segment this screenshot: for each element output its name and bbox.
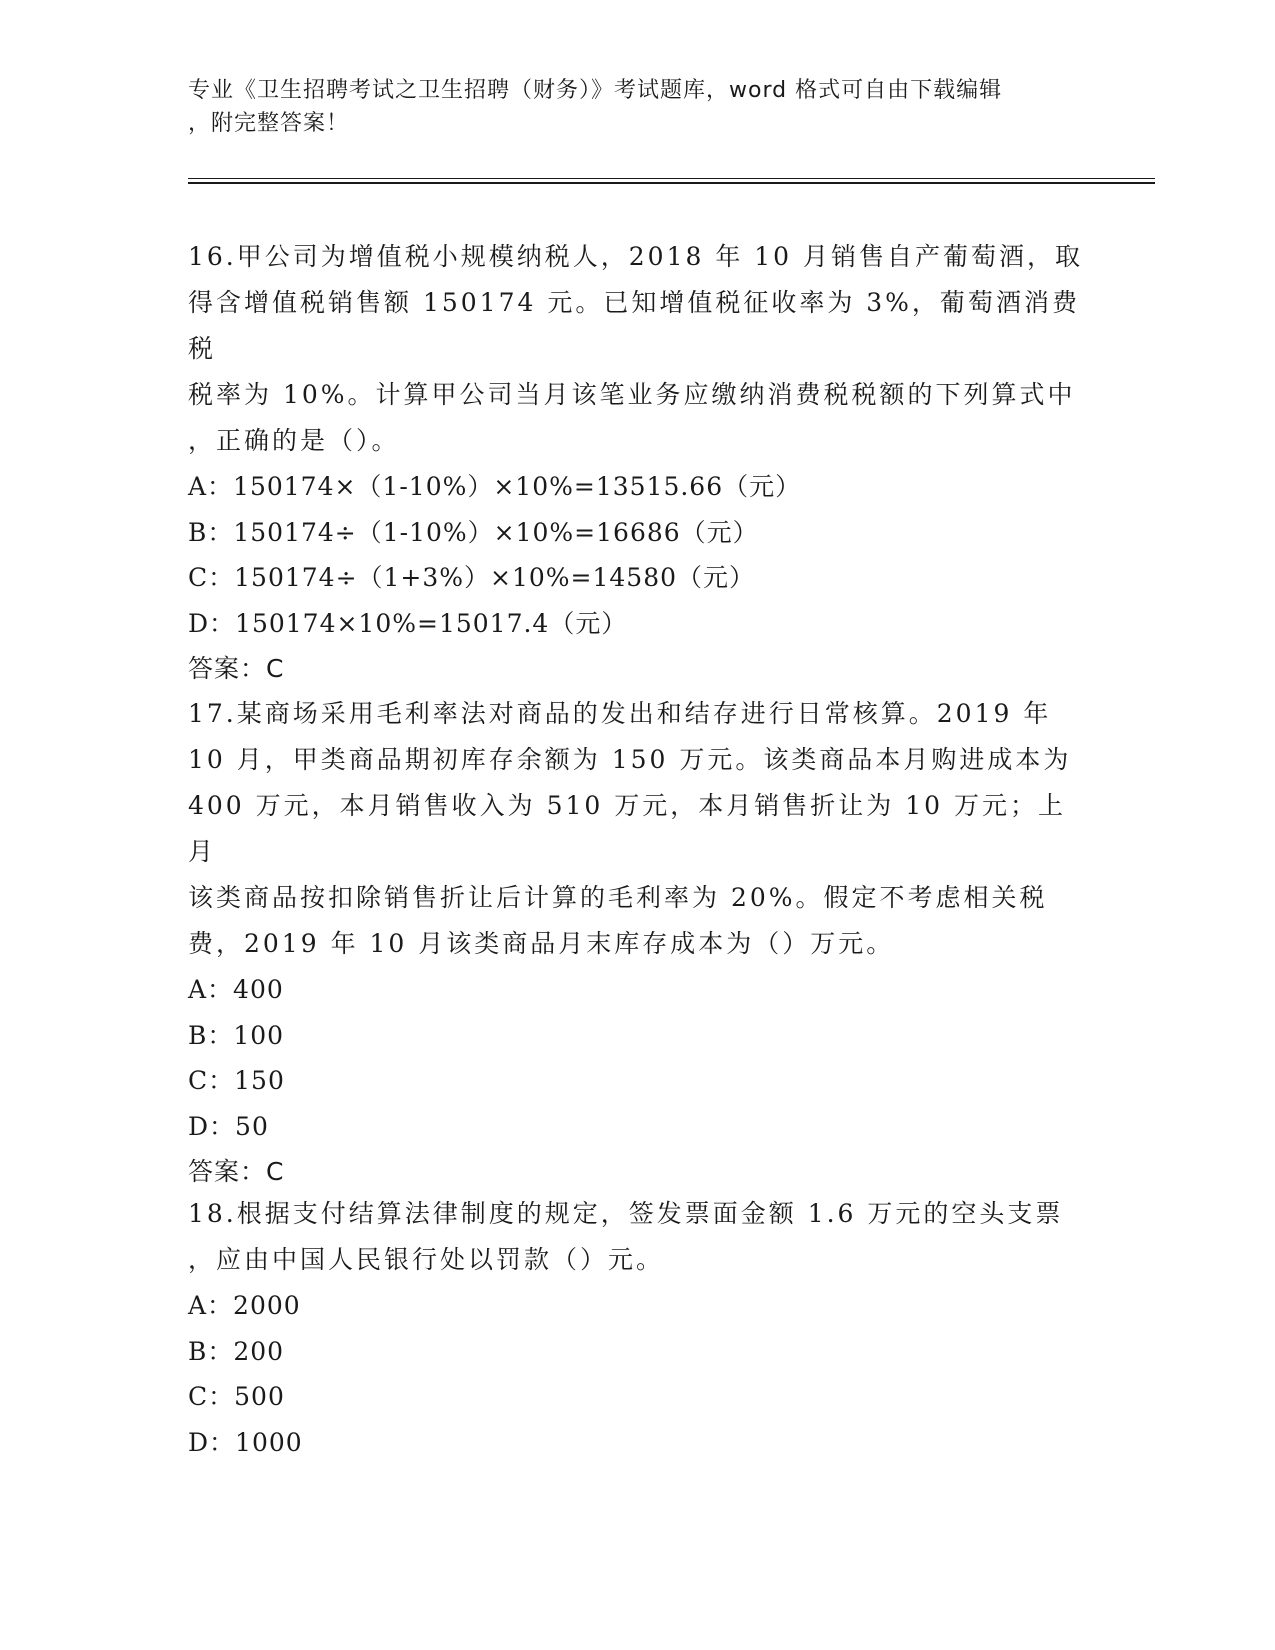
header-divider-thick	[188, 182, 1155, 184]
option-b: B：200	[188, 1336, 285, 1366]
header-divider-thin	[188, 178, 1155, 179]
question-17	[188, 691, 1088, 1195]
question-16	[188, 234, 1088, 692]
option-d: D：1000	[188, 1427, 303, 1457]
document-header	[188, 74, 1078, 140]
question-18	[188, 1191, 1088, 1465]
option-a: A：150174×（1-10%）×10%=13515.66（元）	[188, 472, 802, 501]
option-c: C：500	[188, 1382, 285, 1411]
question-stem-line: ，正确的是（）。	[188, 426, 400, 455]
header-line-1: 专业《卫生招聘考试之卫生招聘（财务）》考试题库，word 格式可自由下载编辑	[188, 78, 1003, 103]
question-stem-line: 税率为 10%。计算甲公司当月该笔业务应缴纳消费税税额的下列算式中	[188, 380, 1076, 409]
answer-line: 答案：C	[188, 654, 285, 683]
question-stem-line: 18.根据支付结算法律制度的规定，签发票面金额 1.6 万元的空头支票	[188, 1199, 1064, 1228]
question-stem-line: 17.某商场采用毛利率法对商品的发出和结存进行日常核算。2019 年	[188, 699, 1052, 728]
answer-line: 答案：C	[188, 1157, 285, 1186]
header-line-2: ，附完整答案！	[188, 111, 350, 136]
option-d: D：150174×10%=15017.4（元）	[188, 608, 628, 638]
question-stem-line: 16.甲公司为增值税小规模纳税人，2018 年 10 月销售自产葡萄酒，取	[188, 242, 1084, 271]
option-b: B：100	[188, 1020, 285, 1050]
option-a: A：2000	[188, 1291, 301, 1320]
question-stem-line: 400 万元，本月销售收入为 510 万元，本月销售折让为 10 万元；上月	[188, 791, 1066, 866]
option-b: B：150174÷（1-10%）×10%=16686（元）	[188, 517, 759, 547]
question-stem-line: ，应由中国人民银行处以罚款（）元。	[188, 1245, 665, 1274]
question-stem-line: 费，2019 年 10 月该类商品月末库存成本为（）万元。	[188, 929, 895, 958]
question-stem-line: 10 月，甲类商品期初库存余额为 150 万元。该类商品本月购进成本为	[188, 745, 1072, 774]
option-c: C：150	[188, 1066, 285, 1095]
option-c: C：150174÷（1+3%）×10%=14580（元）	[188, 563, 756, 592]
option-d: D：50	[188, 1111, 269, 1141]
question-stem-line: 得含增值税销售额 150174 元。已知增值税征收率为 3%，葡萄酒消费税	[188, 288, 1080, 363]
question-stem-line: 该类商品按扣除销售折让后计算的毛利率为 20%。假定不考虑相关税	[188, 883, 1048, 912]
option-a: A：400	[188, 975, 284, 1004]
